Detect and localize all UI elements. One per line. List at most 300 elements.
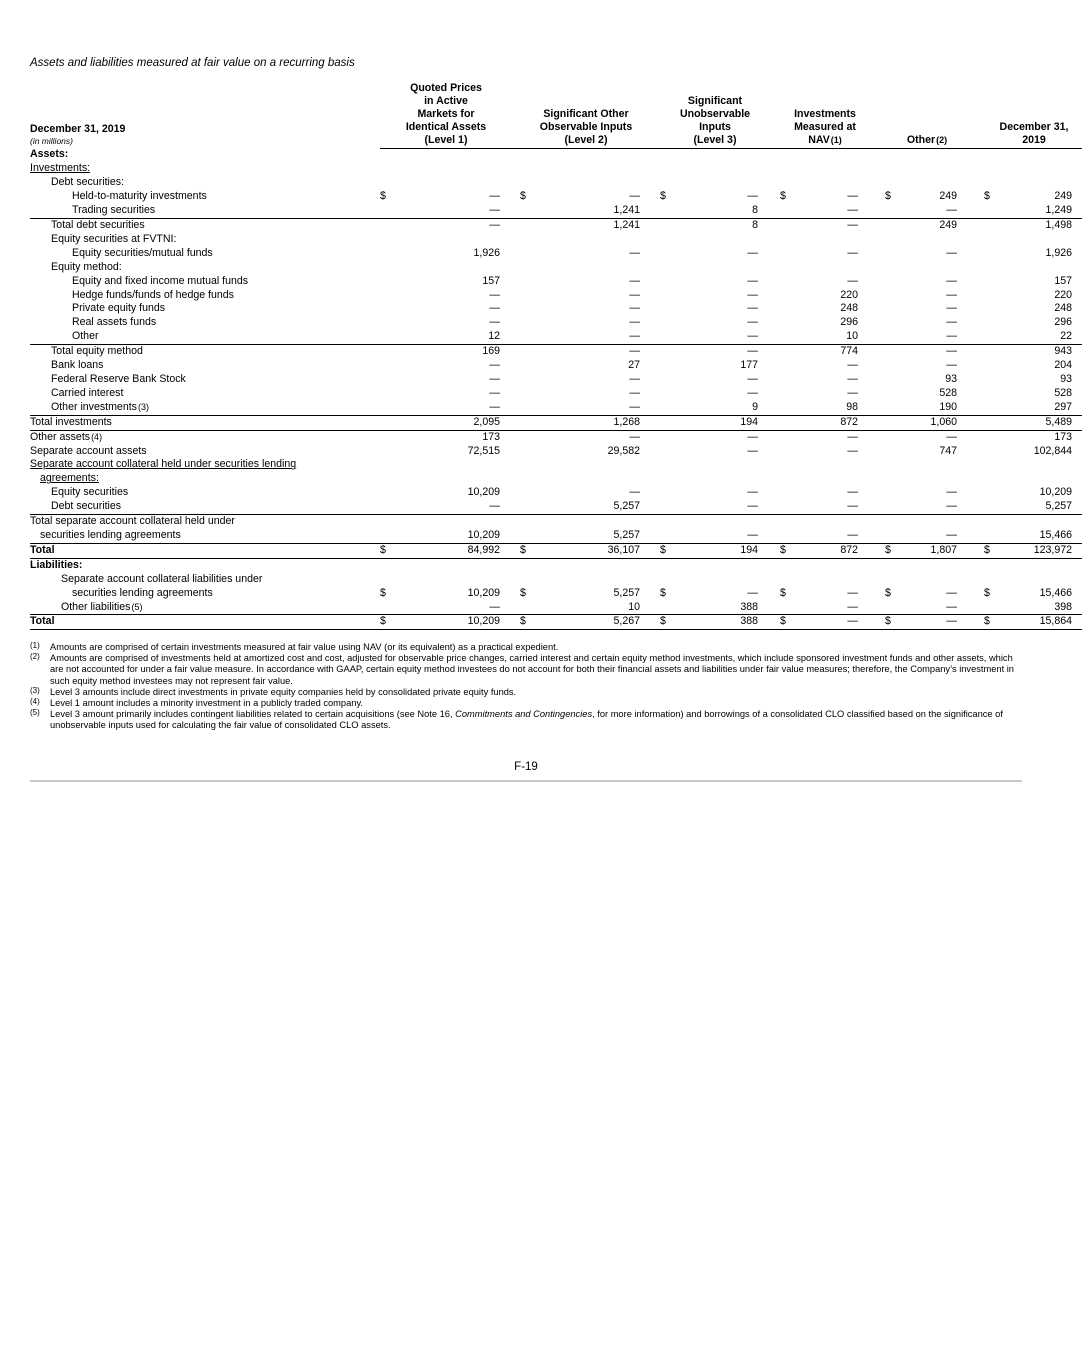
row-label: Total debt securities bbox=[51, 219, 145, 232]
row-label: Real assets funds bbox=[72, 316, 157, 329]
row-label: Equity securities at FVTNI: bbox=[51, 232, 177, 245]
currency-symbol bbox=[380, 247, 392, 261]
cell-value: 528 bbox=[939, 386, 957, 399]
header-date: December 31, 2019 bbox=[30, 123, 126, 136]
cell-value: 5,257 bbox=[613, 586, 640, 599]
cell-value: — bbox=[946, 359, 957, 372]
page-number: F-19 bbox=[514, 761, 538, 773]
table-row bbox=[30, 445, 1082, 459]
currency-symbol bbox=[885, 529, 897, 543]
cell-value: 248 bbox=[1054, 302, 1072, 315]
cell-value: — bbox=[847, 586, 858, 599]
currency-symbol bbox=[660, 387, 672, 401]
cell-value: — bbox=[946, 316, 957, 329]
cell-value: — bbox=[489, 359, 500, 372]
table-row bbox=[30, 289, 1082, 303]
cell-value: 5,489 bbox=[996, 415, 1072, 430]
currency-symbol bbox=[520, 430, 532, 444]
currency-symbol bbox=[984, 302, 996, 316]
currency-symbol bbox=[984, 601, 996, 615]
cell-value: — bbox=[847, 486, 858, 499]
header-row bbox=[30, 82, 1082, 148]
currency-symbol bbox=[984, 359, 996, 373]
currency-symbol bbox=[520, 204, 532, 218]
currency-symbol bbox=[984, 529, 996, 543]
row-label: Other liabilities(5) bbox=[30, 601, 380, 615]
cell-value: 123,972 bbox=[996, 543, 1072, 558]
row-label: agreements: bbox=[40, 472, 99, 485]
currency-symbol bbox=[520, 302, 532, 316]
row-label: Hedge funds/funds of hedge funds bbox=[72, 288, 234, 301]
cell-value: — bbox=[946, 586, 957, 599]
cell-value: — bbox=[792, 204, 858, 218]
currency-symbol bbox=[660, 359, 672, 373]
cell-value: 398 bbox=[996, 601, 1072, 615]
currency-symbol bbox=[660, 486, 672, 500]
table-row bbox=[30, 302, 1082, 316]
currency-symbol bbox=[520, 500, 532, 514]
table-row bbox=[30, 500, 1082, 514]
row-label: Total bbox=[30, 543, 380, 558]
cell-value: — bbox=[747, 288, 758, 301]
row-label: Separate account collateral liabilities under bbox=[61, 572, 263, 585]
currency-symbol bbox=[984, 373, 996, 387]
table-row bbox=[30, 486, 1082, 500]
cell-value: 102,844 bbox=[1033, 444, 1072, 457]
col-level3-header: Significant Unobservable Inputs (Level 3) bbox=[672, 82, 758, 148]
cell-value: 296 bbox=[1054, 316, 1072, 329]
currency-symbol bbox=[380, 415, 392, 430]
currency-symbol bbox=[380, 204, 392, 218]
cell-value: — bbox=[392, 204, 500, 218]
row-label: Equity securities bbox=[51, 486, 129, 499]
currency-symbol bbox=[780, 401, 792, 415]
cell-value: — bbox=[392, 401, 500, 415]
currency-symbol bbox=[780, 415, 792, 430]
table-row bbox=[30, 373, 1082, 387]
currency-symbol bbox=[780, 316, 792, 330]
currency-symbol bbox=[660, 601, 672, 615]
section-header-row bbox=[30, 472, 1082, 486]
currency-symbol bbox=[984, 401, 996, 415]
cell-value: 249 bbox=[939, 190, 957, 203]
cell-value: — bbox=[629, 486, 640, 499]
cell-value: 204 bbox=[1054, 359, 1072, 372]
currency-symbol bbox=[984, 445, 996, 459]
cell-value: 249 bbox=[939, 219, 957, 232]
cell-value: — bbox=[847, 246, 858, 259]
cell-value: — bbox=[489, 219, 500, 232]
currency-symbol bbox=[520, 345, 532, 359]
currency-symbol bbox=[380, 430, 392, 444]
currency-symbol bbox=[885, 430, 897, 444]
currency-symbol bbox=[780, 373, 792, 387]
currency-symbol bbox=[520, 387, 532, 401]
cell-value: — bbox=[946, 246, 957, 259]
table-row bbox=[30, 359, 1082, 373]
cell-value: — bbox=[747, 444, 758, 457]
cell-value: — bbox=[847, 373, 858, 386]
cell-value: 249 bbox=[1054, 190, 1072, 203]
cell-value: — bbox=[847, 219, 858, 232]
currency-symbol bbox=[660, 430, 672, 444]
table-row bbox=[30, 204, 1082, 218]
cell-value: — bbox=[747, 316, 758, 329]
currency-symbol bbox=[780, 387, 792, 401]
currency-symbol bbox=[380, 500, 392, 514]
header-units: (in millions) bbox=[30, 136, 73, 147]
page-divider bbox=[30, 780, 1022, 782]
currency-symbol bbox=[660, 373, 672, 387]
footnote: (2) Amounts are comprised of investments held at amortized cost and cost, adjusted for observable price changes, carried interest and certain equity method investments, which include sponsored investment funds and other assets, which are not accounted for under a fair value measure. In accordance with GAAP, certain equity method investees do not account for both their financial assets and liabilities under fair value measures; therefore, the Company’s investment in such equity method investees may not represent fair value. bbox=[30, 652, 1014, 686]
row-label: securities lending agreements bbox=[72, 586, 213, 599]
currency-symbol bbox=[780, 247, 792, 261]
currency-symbol bbox=[780, 359, 792, 373]
cell-value: 10 bbox=[532, 601, 640, 615]
cell-value: 1,926 bbox=[473, 246, 500, 259]
cell-value: — bbox=[897, 615, 957, 630]
cell-value: 10,209 bbox=[467, 586, 500, 599]
cell-value: — bbox=[897, 204, 957, 218]
cell-value: — bbox=[847, 444, 858, 457]
currency-symbol: $ bbox=[380, 190, 386, 203]
currency-symbol bbox=[885, 500, 897, 514]
currency-symbol: $ bbox=[660, 190, 666, 203]
row-label: Federal Reserve Bank Stock bbox=[51, 373, 186, 386]
currency-symbol bbox=[984, 500, 996, 514]
currency-symbol bbox=[520, 529, 532, 543]
cell-value: 220 bbox=[1054, 288, 1072, 301]
cell-value: — bbox=[792, 601, 858, 615]
cell-value: — bbox=[946, 288, 957, 301]
cell-value: 190 bbox=[897, 401, 957, 415]
cell-value: 157 bbox=[482, 274, 500, 287]
currency-symbol bbox=[780, 289, 792, 303]
cell-value: 872 bbox=[792, 543, 858, 558]
table-row bbox=[30, 601, 1082, 615]
row-label: Other investments(3) bbox=[30, 401, 380, 415]
table-row bbox=[30, 401, 1082, 415]
currency-symbol: $ bbox=[380, 615, 392, 630]
currency-symbol bbox=[885, 445, 897, 459]
currency-symbol bbox=[520, 415, 532, 430]
currency-symbol bbox=[984, 204, 996, 218]
cell-value: — bbox=[946, 345, 957, 358]
table-row bbox=[30, 345, 1082, 359]
currency-symbol: $ bbox=[660, 543, 672, 558]
currency-symbol bbox=[885, 330, 897, 344]
row-label: Liabilities: bbox=[30, 558, 83, 571]
cell-value: 1,498 bbox=[1045, 219, 1072, 232]
cell-value: 194 bbox=[672, 415, 758, 430]
cell-value: 5,267 bbox=[532, 615, 640, 630]
currency-symbol: $ bbox=[380, 586, 386, 599]
currency-symbol bbox=[520, 330, 532, 344]
currency-symbol bbox=[660, 289, 672, 303]
table-row bbox=[30, 430, 1082, 444]
currency-symbol bbox=[380, 387, 392, 401]
cell-value: — bbox=[629, 190, 640, 203]
currency-symbol bbox=[660, 445, 672, 459]
cell-value: — bbox=[847, 274, 858, 287]
cell-value: 943 bbox=[1054, 345, 1072, 358]
row-label: Bank loans bbox=[51, 359, 104, 372]
currency-symbol: $ bbox=[984, 543, 996, 558]
col-other-header: Other(2) bbox=[897, 82, 957, 148]
col-level2-header: Significant Other Observable Inputs (Level 2) bbox=[532, 82, 640, 148]
row-label: Debt securities: bbox=[51, 176, 125, 189]
cell-value: — bbox=[629, 288, 640, 301]
table-row bbox=[30, 190, 1082, 204]
cell-value: 5,257 bbox=[532, 500, 640, 514]
currency-symbol bbox=[984, 219, 996, 233]
section-header-row bbox=[30, 573, 1082, 587]
currency-symbol bbox=[520, 486, 532, 500]
cell-value: 10,209 bbox=[1039, 486, 1072, 499]
row-label: Private equity funds bbox=[72, 302, 166, 315]
currency-symbol: $ bbox=[660, 615, 672, 630]
cell-value: — bbox=[629, 386, 640, 399]
currency-symbol bbox=[780, 500, 792, 514]
currency-symbol bbox=[885, 486, 897, 500]
col-nav-header: Investments Measured at NAV(1) bbox=[792, 82, 858, 148]
cell-value: 1,241 bbox=[532, 204, 640, 218]
currency-symbol: $ bbox=[520, 615, 532, 630]
cell-value: 8 bbox=[752, 219, 758, 232]
currency-symbol bbox=[984, 289, 996, 303]
cell-value: — bbox=[392, 500, 500, 514]
footnote: (4) Level 1 amount includes a minority investment in a publicly traded company. bbox=[30, 697, 363, 709]
row-label: Debt securities bbox=[30, 500, 380, 514]
cell-value: 10,209 bbox=[392, 529, 500, 543]
currency-symbol bbox=[885, 373, 897, 387]
footnote: (5) Level 3 amount primarily includes contingent liabilities related to certain acquisitions (see Note 16, Commitments and Contingencies, for more information) and borrowings of a consolidated CLO classified based on the significance of unobservable inputs used for calculating the fair value of consolidated CLO assets. bbox=[30, 708, 1003, 731]
currency-symbol: $ bbox=[520, 586, 526, 599]
cell-value: — bbox=[672, 500, 758, 514]
currency-symbol bbox=[520, 401, 532, 415]
row-label: Investments: bbox=[30, 162, 91, 175]
table-row bbox=[30, 247, 1082, 261]
currency-symbol bbox=[984, 486, 996, 500]
currency-symbol bbox=[520, 601, 532, 615]
currency-symbol bbox=[885, 302, 897, 316]
cell-value: — bbox=[532, 401, 640, 415]
currency-symbol bbox=[520, 247, 532, 261]
cell-value: 9 bbox=[672, 401, 758, 415]
section-header-row bbox=[30, 148, 1082, 162]
cell-value: — bbox=[747, 345, 758, 358]
section-header-row bbox=[30, 558, 1082, 572]
cell-value: 93 bbox=[1060, 373, 1072, 386]
cell-value: 528 bbox=[1054, 386, 1072, 399]
currency-symbol bbox=[660, 500, 672, 514]
cell-value: — bbox=[629, 302, 640, 315]
currency-symbol bbox=[984, 415, 996, 430]
section-header-row bbox=[30, 162, 1082, 176]
cell-value: — bbox=[897, 529, 957, 543]
cell-value: — bbox=[629, 373, 640, 386]
currency-symbol: $ bbox=[885, 586, 891, 599]
currency-symbol bbox=[520, 359, 532, 373]
currency-symbol bbox=[660, 275, 672, 289]
section-header-row bbox=[30, 458, 1082, 472]
cell-value: 27 bbox=[628, 359, 640, 372]
currency-symbol: $ bbox=[984, 190, 990, 203]
cell-value: — bbox=[747, 386, 758, 399]
cell-value: — bbox=[489, 190, 500, 203]
cell-value: — bbox=[629, 345, 640, 358]
cell-value: — bbox=[747, 274, 758, 287]
cell-value: — bbox=[672, 330, 758, 344]
currency-symbol bbox=[885, 415, 897, 430]
currency-symbol bbox=[380, 302, 392, 316]
cell-value: — bbox=[747, 586, 758, 599]
cell-value: 296 bbox=[840, 316, 858, 329]
cell-value: — bbox=[847, 430, 858, 443]
cell-value: 22 bbox=[996, 330, 1072, 344]
table-title: Assets and liabilities measured at fair value on a recurring basis bbox=[30, 57, 355, 69]
cell-value: — bbox=[847, 386, 858, 399]
section-header-row bbox=[30, 176, 1082, 190]
currency-symbol: $ bbox=[520, 190, 526, 203]
currency-symbol bbox=[380, 373, 392, 387]
currency-symbol: $ bbox=[660, 586, 666, 599]
row-label: Other bbox=[30, 330, 380, 344]
table-row bbox=[30, 387, 1082, 401]
cell-value: 1,241 bbox=[613, 219, 640, 232]
currency-symbol bbox=[984, 430, 996, 444]
currency-symbol bbox=[885, 345, 897, 359]
cell-value: 1,060 bbox=[897, 415, 957, 430]
cell-value: 93 bbox=[945, 373, 957, 386]
fair-value-table bbox=[30, 82, 1082, 630]
cell-value: — bbox=[747, 430, 758, 443]
footnotes bbox=[30, 642, 1022, 732]
cell-value: 774 bbox=[840, 345, 858, 358]
cell-value: — bbox=[897, 601, 957, 615]
cell-value: — bbox=[629, 430, 640, 443]
footnote: (1) Amounts are comprised of certain investments measured at fair value using NAV (or its equivalent) as a practical expedient. bbox=[30, 641, 559, 652]
currency-symbol bbox=[780, 486, 792, 500]
currency-symbol bbox=[885, 401, 897, 415]
currency-symbol bbox=[780, 601, 792, 615]
cell-value: — bbox=[946, 302, 957, 315]
cell-value: 5,257 bbox=[532, 529, 640, 543]
cell-value: 388 bbox=[672, 615, 758, 630]
cell-value: 15,466 bbox=[996, 529, 1072, 543]
currency-symbol bbox=[380, 601, 392, 615]
cell-value: — bbox=[392, 601, 500, 615]
row-label: Equity securities/mutual funds bbox=[72, 246, 213, 259]
cell-value: 173 bbox=[1054, 430, 1072, 443]
currency-symbol bbox=[885, 387, 897, 401]
currency-symbol bbox=[660, 345, 672, 359]
cell-value: — bbox=[792, 615, 858, 630]
cell-value: 194 bbox=[672, 543, 758, 558]
currency-symbol bbox=[380, 345, 392, 359]
currency-symbol bbox=[885, 289, 897, 303]
currency-symbol bbox=[780, 275, 792, 289]
currency-symbol bbox=[380, 486, 392, 500]
table-row bbox=[30, 316, 1082, 330]
cell-value: — bbox=[489, 373, 500, 386]
currency-symbol: $ bbox=[380, 543, 392, 558]
col-total-header: December 31, 2019 bbox=[996, 82, 1072, 148]
table-row bbox=[30, 615, 1082, 630]
currency-symbol bbox=[380, 289, 392, 303]
currency-symbol bbox=[780, 204, 792, 218]
cell-value: — bbox=[897, 330, 957, 344]
header-date-cell bbox=[30, 82, 380, 148]
section-header-row bbox=[30, 233, 1082, 247]
cell-value: 2,095 bbox=[392, 415, 500, 430]
currency-symbol bbox=[660, 204, 672, 218]
table-row bbox=[30, 275, 1082, 289]
row-label: Held-to-maturity investments bbox=[72, 190, 207, 203]
currency-symbol: $ bbox=[780, 615, 792, 630]
row-label: Carried interest bbox=[51, 386, 124, 399]
currency-symbol: $ bbox=[520, 543, 532, 558]
cell-value: 84,992 bbox=[392, 543, 500, 558]
currency-symbol bbox=[780, 219, 792, 233]
row-label: Total equity method bbox=[51, 345, 143, 358]
currency-symbol: $ bbox=[885, 615, 897, 630]
currency-symbol bbox=[885, 275, 897, 289]
table-row bbox=[30, 415, 1082, 430]
cell-value: 8 bbox=[672, 204, 758, 218]
row-label: Total separate account collateral held under bbox=[30, 515, 235, 528]
currency-symbol bbox=[660, 316, 672, 330]
cell-value: — bbox=[792, 500, 858, 514]
currency-symbol bbox=[885, 359, 897, 373]
row-label: Equity and fixed income mutual funds bbox=[72, 274, 249, 287]
cell-value: — bbox=[747, 486, 758, 499]
cell-value: 1,926 bbox=[1045, 246, 1072, 259]
currency-symbol bbox=[520, 316, 532, 330]
row-label: Equity method: bbox=[51, 260, 122, 273]
row-label: Total bbox=[30, 615, 380, 630]
cell-value: — bbox=[629, 246, 640, 259]
currency-symbol bbox=[984, 247, 996, 261]
cell-value: 220 bbox=[840, 288, 858, 301]
row-label: Total investments bbox=[30, 415, 380, 430]
currency-symbol bbox=[984, 330, 996, 344]
currency-symbol: $ bbox=[984, 615, 996, 630]
cell-value: 5,257 bbox=[996, 500, 1072, 514]
cell-value: — bbox=[672, 529, 758, 543]
currency-symbol bbox=[380, 529, 392, 543]
row-label: Other assets(4) bbox=[30, 430, 103, 443]
cell-value: 157 bbox=[1054, 274, 1072, 287]
currency-symbol bbox=[780, 302, 792, 316]
cell-value: 872 bbox=[792, 415, 858, 430]
cell-value: 388 bbox=[672, 601, 758, 615]
currency-symbol: $ bbox=[780, 190, 786, 203]
row-label: Separate account assets bbox=[30, 444, 147, 457]
row-label: securities lending agreements bbox=[30, 529, 380, 543]
row-label: Trading securities bbox=[30, 204, 380, 218]
currency-symbol bbox=[885, 247, 897, 261]
currency-symbol bbox=[380, 275, 392, 289]
row-label: Assets: bbox=[30, 148, 69, 161]
currency-symbol bbox=[885, 316, 897, 330]
cell-value: 1,268 bbox=[532, 415, 640, 430]
currency-symbol bbox=[380, 359, 392, 373]
currency-symbol bbox=[660, 302, 672, 316]
currency-symbol bbox=[380, 330, 392, 344]
currency-symbol bbox=[660, 219, 672, 233]
currency-symbol bbox=[780, 430, 792, 444]
